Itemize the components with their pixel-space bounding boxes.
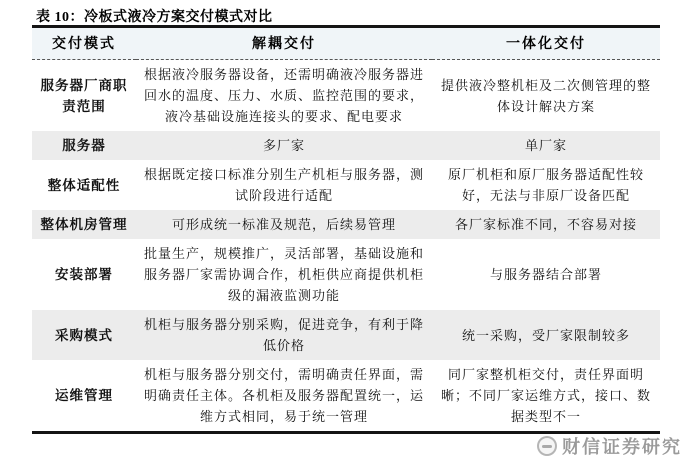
decoupled-cell: 可形成统一标准及规范，后续易管理 — [136, 210, 432, 239]
table-row — [32, 131, 660, 160]
decoupled-cell: 机柜与服务器分别采购，促进竞争，有利于降低价格 — [136, 310, 432, 360]
row-label: 运维管理 — [55, 388, 113, 403]
table-row — [32, 60, 660, 132]
table-row — [32, 160, 660, 210]
decoupled-cell: 根据液冷服务器设备，还需明确液冷服务器进回水的温度、压力、水质、监控范围的要求，液冷基础设施连接头的要求、配电要求 — [143, 67, 424, 124]
row-label: 服务器厂商职责范围 — [40, 77, 128, 114]
row-label: 服务器 — [32, 131, 136, 160]
integrated-cell: 单厂家 — [432, 131, 660, 160]
table-row — [32, 210, 660, 239]
watermark-logo-icon — [537, 436, 557, 456]
integrated-cell: 与服务器结合部署 — [489, 267, 602, 282]
watermark-text: 财信证券研究 — [562, 437, 682, 457]
row-label: 安装部署 — [55, 267, 113, 282]
table-row — [32, 239, 660, 310]
col-header-delivery-mode: 交付模式 — [32, 27, 136, 60]
row-label: 整体机房管理 — [32, 210, 136, 239]
row-label: 整体适配性 — [47, 177, 121, 193]
row-label: 采购模式 — [32, 310, 136, 360]
col-header-decoupled-delivery: 解耦交付 — [136, 27, 432, 60]
watermark — [537, 433, 682, 459]
integrated-cell: 提供液冷整机柜及二次侧管理的整体设计解决方案 — [440, 77, 651, 114]
decoupled-cell: 批量生产，规模推广，灵活部署，基础设施和服务器厂家需协调合作，机柜供应商提供机柜级的漏液监测功能 — [143, 246, 424, 303]
delivery-mode-comparison-table — [32, 25, 660, 434]
col-header-integrated-delivery: 一体化交付 — [432, 27, 660, 60]
integrated-cell: 同厂家整机柜交付，责任界面明晰；不同厂家运维方式，接口、数据类型不一 — [440, 367, 651, 424]
integrated-cell: 各厂家标准不同，不容易对接 — [432, 210, 660, 239]
table-row — [32, 360, 660, 433]
integrated-cell: 原厂机柜和原厂服务器适配性较好，无法与非原厂设备匹配 — [447, 167, 644, 203]
decoupled-cell: 机柜与服务器分别交付，需明确责任界面，需明确责任主体。各机柜及服务器配置统一，运维方式相同，易于统一管理 — [143, 367, 424, 424]
decoupled-cell: 根据既定接口标准分别生产机柜与服务器，测试阶段进行适配 — [143, 167, 424, 203]
table-row — [32, 310, 660, 360]
table-title: 表 10：冷板式液冷方案交付模式对比 — [36, 10, 273, 25]
header-row — [32, 27, 660, 60]
integrated-cell: 统一采购，受厂家限制较多 — [432, 310, 660, 360]
decoupled-cell: 多厂家 — [136, 131, 432, 160]
